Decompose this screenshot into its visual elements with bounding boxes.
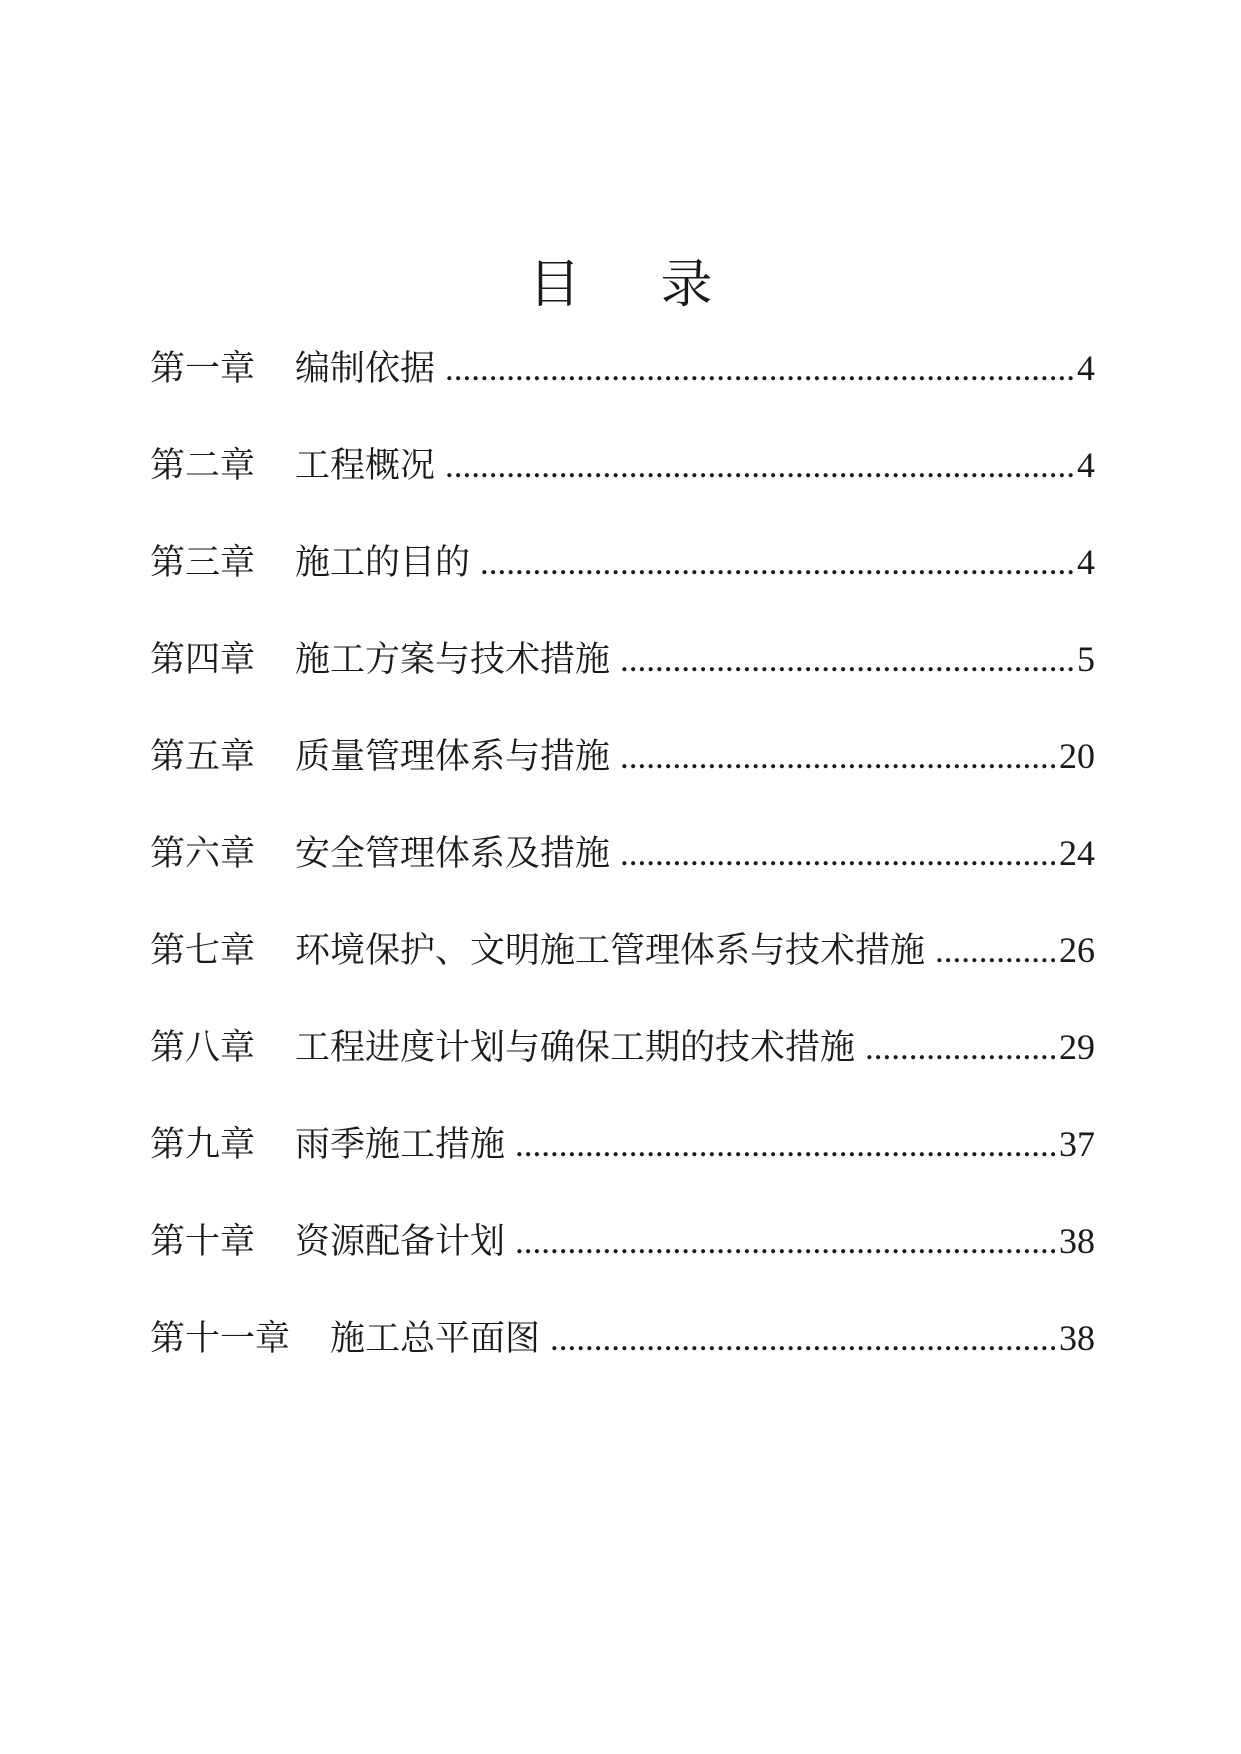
toc-chapter-number: 第九章 bbox=[150, 1125, 256, 1165]
toc-chapter-title: 资源配备计划 bbox=[295, 1222, 506, 1262]
toc-page-number: 38 bbox=[1059, 1221, 1095, 1261]
toc-chapter-number: 第五章 bbox=[150, 737, 256, 777]
toc-entry[interactable] bbox=[150, 1211, 1095, 1308]
toc-list bbox=[150, 338, 1095, 1405]
toc-chapter-number: 第七章 bbox=[150, 931, 256, 971]
toc-chapter-number: 第十一章 bbox=[150, 1319, 291, 1359]
toc-chapter-number: 第二章 bbox=[150, 446, 256, 486]
toc-page-number: 24 bbox=[1059, 833, 1095, 873]
toc-chapter-title: 安全管理体系及措施 bbox=[295, 834, 611, 874]
toc-entry[interactable] bbox=[150, 629, 1095, 726]
toc-entry[interactable] bbox=[150, 532, 1095, 629]
toc-dot-leader bbox=[620, 630, 1073, 690]
toc-chapter-title: 雨季施工措施 bbox=[295, 1125, 506, 1165]
toc-chapter-number: 第三章 bbox=[150, 543, 256, 583]
toc-title-char-2: 录 bbox=[660, 255, 713, 315]
toc-entry[interactable] bbox=[150, 1114, 1095, 1211]
toc-chapter-title: 施工的目的 bbox=[295, 543, 471, 583]
toc-chapter-title: 质量管理体系与措施 bbox=[295, 737, 611, 777]
toc-chapter-title: 环境保护、文明施工管理体系与技术措施 bbox=[295, 931, 926, 971]
toc-chapter-number: 第六章 bbox=[150, 834, 256, 874]
toc-page-number: 4 bbox=[1077, 542, 1095, 582]
toc-dot-leader bbox=[550, 1309, 1055, 1369]
toc-entry[interactable] bbox=[150, 920, 1095, 1017]
toc-dot-leader bbox=[865, 1018, 1055, 1078]
toc-dot-leader bbox=[515, 1115, 1055, 1175]
toc-entry[interactable] bbox=[150, 1308, 1095, 1405]
toc-page-number: 5 bbox=[1077, 639, 1095, 679]
toc-entry[interactable] bbox=[150, 435, 1095, 532]
toc-dot-leader bbox=[620, 824, 1055, 884]
toc-dot-leader bbox=[515, 1212, 1055, 1272]
toc-chapter-title: 施工方案与技术措施 bbox=[295, 640, 611, 680]
toc-page-number: 4 bbox=[1077, 445, 1095, 485]
toc-chapter-title: 工程概况 bbox=[295, 446, 436, 486]
toc-dot-leader bbox=[620, 727, 1055, 787]
toc-entry[interactable] bbox=[150, 823, 1095, 920]
toc-entry[interactable] bbox=[150, 338, 1095, 435]
toc-title bbox=[0, 250, 1241, 320]
toc-chapter-number: 第四章 bbox=[150, 640, 256, 680]
toc-chapter-number: 第十章 bbox=[150, 1222, 256, 1262]
toc-page-number: 20 bbox=[1059, 736, 1095, 776]
toc-chapter-number: 第八章 bbox=[150, 1028, 256, 1068]
toc-dot-leader bbox=[935, 921, 1055, 981]
toc-dot-leader bbox=[445, 436, 1073, 496]
toc-dot-leader bbox=[480, 533, 1073, 593]
toc-entry[interactable] bbox=[150, 726, 1095, 823]
toc-entry[interactable] bbox=[150, 1017, 1095, 1114]
toc-chapter-title: 施工总平面图 bbox=[330, 1319, 541, 1359]
toc-page-number: 38 bbox=[1059, 1318, 1095, 1358]
toc-page-number: 4 bbox=[1077, 348, 1095, 388]
toc-chapter-title: 编制依据 bbox=[295, 349, 436, 389]
toc-page-number: 26 bbox=[1059, 930, 1095, 970]
toc-dot-leader bbox=[445, 339, 1073, 399]
toc-chapter-number: 第一章 bbox=[150, 349, 256, 389]
toc-page-number: 37 bbox=[1059, 1124, 1095, 1164]
toc-title-char-1: 目 bbox=[528, 255, 581, 315]
toc-chapter-title: 工程进度计划与确保工期的技术措施 bbox=[295, 1028, 856, 1068]
toc-page-number: 29 bbox=[1059, 1027, 1095, 1067]
